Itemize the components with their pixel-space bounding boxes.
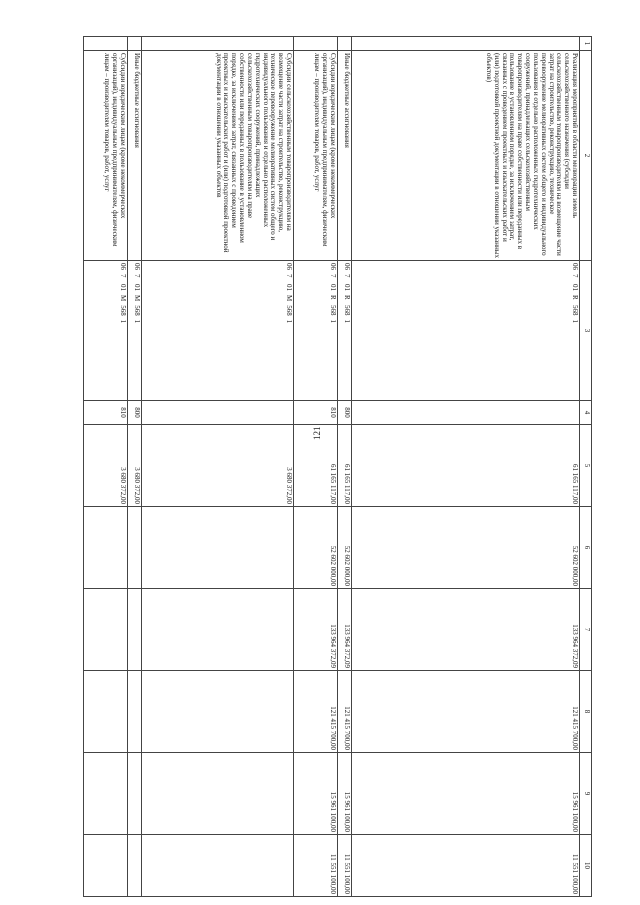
code-part: 01 — [329, 284, 337, 291]
table-row — [338, 37, 352, 897]
code-part: 01 — [343, 284, 351, 291]
code-part: 568 — [119, 305, 127, 316]
amount — [84, 671, 128, 753]
code-part: 01 — [571, 284, 579, 291]
code-part: 568 — [571, 305, 579, 316]
table-row — [294, 37, 338, 897]
column-number: 7 — [580, 589, 592, 671]
budget-table — [83, 36, 592, 897]
budget-code — [84, 261, 128, 401]
code-part: М — [285, 295, 293, 302]
code-part: М — [119, 295, 127, 302]
expense-type: 810 — [294, 401, 338, 425]
code-part: 1 — [329, 319, 337, 323]
code-part: 1 — [571, 319, 579, 323]
amount: 15 961 100,00 — [352, 753, 580, 835]
code-part: R — [571, 295, 579, 300]
amount — [128, 507, 142, 589]
code-part: 568 — [285, 305, 293, 316]
code-part: R — [329, 295, 337, 300]
code-part: 7 — [343, 274, 351, 278]
amount — [84, 753, 128, 835]
budget-code — [128, 261, 142, 401]
row-index-cell — [294, 37, 338, 51]
code-part: 06 — [343, 263, 351, 270]
amount — [128, 589, 142, 671]
code-part: 7 — [285, 274, 293, 278]
expense-type — [352, 401, 580, 425]
code-part: 7 — [119, 274, 127, 278]
expense-type: 810 — [84, 401, 128, 425]
row-name: Субсидии юридическим лицам (кроме некоммерческих организаций), индивидуальным предпринимателям, физическим лицам – производителям товаров, работ, услуг — [294, 51, 338, 261]
column-number-row — [580, 37, 592, 897]
amount: 15 961 100,00 — [294, 753, 338, 835]
code-part: R — [343, 295, 351, 300]
amount: 11 551 100,00 — [294, 835, 338, 897]
amount: 61 165 117,00 — [294, 425, 338, 507]
amount: 3 680 372,00 — [142, 425, 294, 507]
code-part: 06 — [571, 263, 579, 270]
column-number: 10 — [580, 835, 592, 897]
code-part: 01 — [285, 284, 293, 291]
code-part: 1 — [343, 319, 351, 323]
code-part: 1 — [119, 319, 127, 324]
code-part: 568 — [133, 305, 141, 316]
amount: 11 551 100,00 — [352, 835, 580, 897]
budget-code — [142, 261, 294, 401]
table-row — [84, 37, 128, 897]
column-number: 2 — [580, 51, 592, 261]
code-part: 1 — [285, 319, 293, 324]
amount — [142, 835, 294, 897]
amount — [84, 589, 128, 671]
amount: 133 964 372,09 — [294, 589, 338, 671]
amount: 61 165 117,00 — [338, 425, 352, 507]
column-number: 6 — [580, 507, 592, 589]
amount — [128, 671, 142, 753]
expense-type — [142, 401, 294, 425]
code-part: 06 — [285, 263, 293, 270]
column-number: 4 — [580, 401, 592, 425]
budget-code — [338, 261, 352, 401]
code-part: 568 — [343, 305, 351, 316]
amount — [142, 507, 294, 589]
table-row — [352, 37, 580, 897]
amount — [128, 835, 142, 897]
row-index-cell — [84, 37, 128, 51]
row-index-cell — [142, 37, 294, 51]
amount: 61 165 117,00 — [352, 425, 580, 507]
budget-code — [352, 261, 580, 401]
amount: 52 602 000,00 — [294, 507, 338, 589]
page-number: 121 — [312, 426, 322, 440]
table-row — [128, 37, 142, 897]
amount: 3 680 372,00 — [128, 425, 142, 507]
amount: 52 602 000,00 — [352, 507, 580, 589]
budget-code — [294, 261, 338, 401]
row-name: Реализация мероприятий в области мелиорации земель сельскохозяйственного назначения (субсидии сельскохозяйственным товаропроизводителям на возмещение части затрат на строительство, реконструкцию, техническое перевооружение мелиоративных систем общего и индивидуального пользования и отдельно расположенных гидротехнических сооружений, принадлежащих сельскохозяйственным товаропроизводителям на праве собственности или переданных в пользование в установленном порядке, за исключением затрат, связанных с проведением проектных и изыскательских работ и (или) подготовкой проектной документации в отношении указанных объектов) — [352, 51, 580, 261]
code-part: М — [133, 295, 141, 302]
code-part: 7 — [329, 274, 337, 278]
code-part: 568 — [329, 305, 337, 316]
amount: 15 961 100,00 — [338, 753, 352, 835]
amount: 3 680 372,00 — [84, 425, 128, 507]
amount: 121 415 700,00 — [338, 671, 352, 753]
row-name: Иные бюджетные ассигнования — [128, 51, 142, 261]
expense-type: 800 — [338, 401, 352, 425]
table-row — [142, 37, 294, 897]
amount: 133 964 372,09 — [338, 589, 352, 671]
amount — [142, 671, 294, 753]
amount — [84, 507, 128, 589]
row-name: Субсидии юридическим лицам (кроме некоммерческих организаций), индивидуальным предпринимателям, физическим лицам – производителям товаров, работ, услуг — [84, 51, 128, 261]
amount: 121 415 700,00 — [352, 671, 580, 753]
code-part: 06 — [329, 263, 337, 270]
column-number: 1 — [580, 37, 592, 51]
amount — [128, 753, 142, 835]
column-number: 3 — [580, 261, 592, 401]
code-part: 06 — [133, 263, 141, 270]
code-part: 7 — [571, 274, 579, 278]
row-index-cell — [128, 37, 142, 51]
code-part: 7 — [133, 274, 141, 278]
code-part: 1 — [133, 319, 141, 324]
row-index-cell — [338, 37, 352, 51]
amount: 52 602 000,00 — [338, 507, 352, 589]
amount — [142, 589, 294, 671]
amount: 133 964 372,09 — [352, 589, 580, 671]
row-name: Субсидии сельскохозяйственным товаропроизводителям на возмещение части затрат на строительство, реконструкцию, техническое перевооружение мелиоративных систем общего и индивидуального пользования и отдельно расположенных гидротехнических сооружений, принадлежащих сельскохозяйственным товаропроизводителям на праве собственности или переданных в пользование в установленном порядке, за исключением затрат, связанных с проведением проектных и изыскательских работ и (или) подготовкой проектной документации в отношении указанных объектов — [142, 51, 294, 261]
column-number: 9 — [580, 753, 592, 835]
row-index-cell — [352, 37, 580, 51]
expense-type: 800 — [128, 401, 142, 425]
row-name: Иные бюджетные ассигнования — [338, 51, 352, 261]
code-part: 06 — [119, 263, 127, 270]
amount — [142, 753, 294, 835]
code-part: 01 — [119, 284, 127, 291]
amount — [84, 835, 128, 897]
column-number: 5 — [580, 425, 592, 507]
amount: 121 415 700,00 — [294, 671, 338, 753]
column-number: 8 — [580, 671, 592, 753]
code-part: 01 — [133, 284, 141, 291]
amount: 11 551 100,00 — [338, 835, 352, 897]
